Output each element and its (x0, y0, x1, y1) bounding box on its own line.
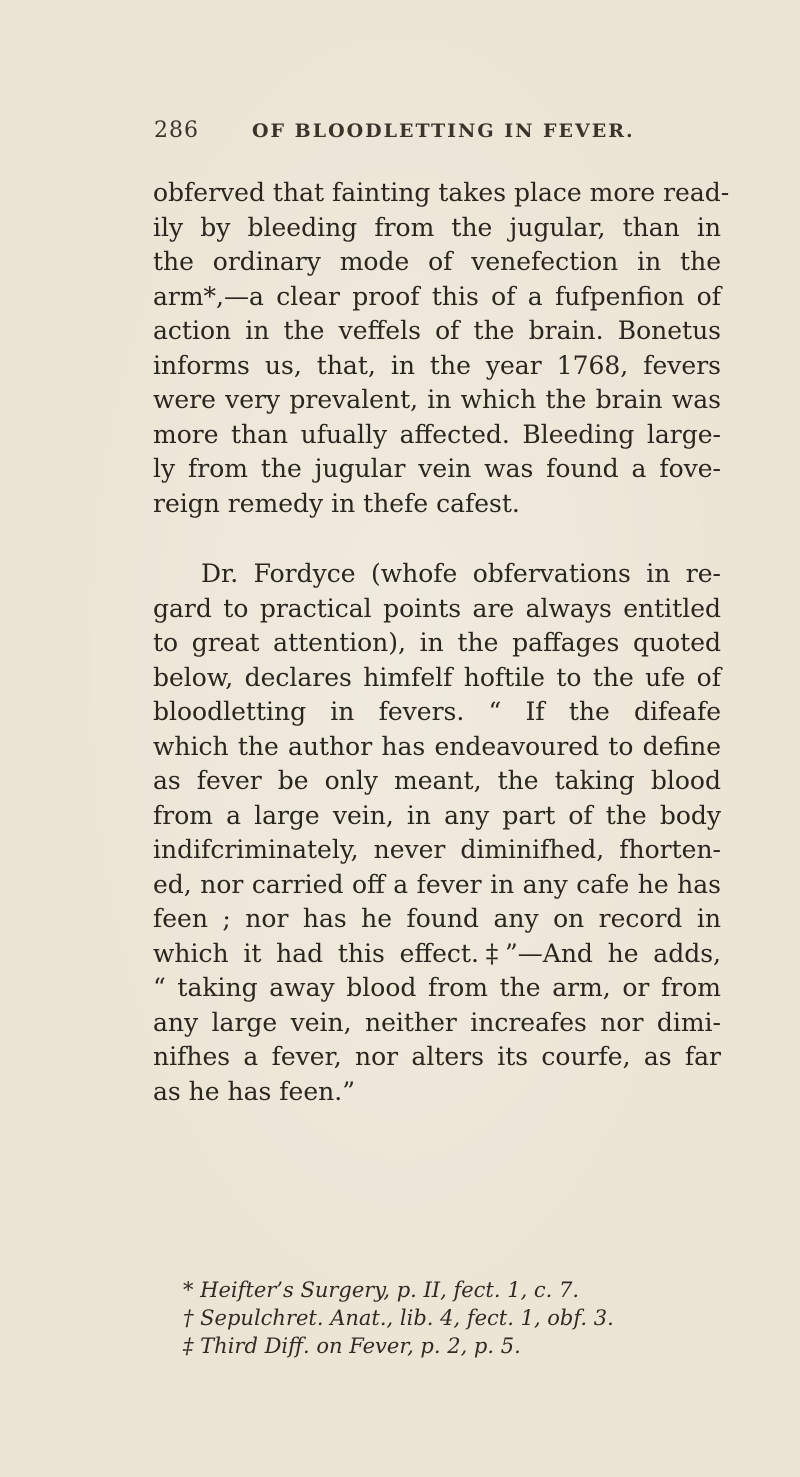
text-line: which the author has endeavoured to define (153, 731, 721, 761)
page-header (154, 118, 714, 158)
body-text (153, 176, 730, 1109)
text-line: below, declares himfelf hoftile to the ufe of (153, 662, 721, 692)
footnotes (183, 1276, 703, 1360)
text-line: more than ufually affected. Bleeding large- (153, 419, 721, 449)
text-line: Dr. Fordyce (whofe obfervations in re- (201, 559, 721, 588)
paragraph-2 (153, 557, 721, 1109)
paragraph-1 (153, 176, 730, 521)
footnote: † Sepulchret. Anat., lib. 4, fect. 1, obf. 3. (183, 1306, 614, 1330)
page-number: 286 (154, 118, 199, 143)
text-line: from a large vein, in any part of the body (153, 800, 721, 830)
text-line: ly from the jugular vein was found a fove- (153, 454, 721, 483)
text-line: indifcriminately, never diminifhed, fhorten- (153, 835, 721, 864)
text-line: which it had this effect.‡”—And he adds, (153, 938, 721, 968)
text-line: arm*,—a clear proof this of a fufpenfion of (153, 281, 721, 311)
text-line: feen ; nor has he found any on record in (153, 904, 721, 933)
text-line: reign remedy in thefe cafest. (153, 488, 520, 518)
footnote: ‡ Third Diff. on Fever, p. 2, p. 5. (183, 1334, 521, 1358)
text-line: as he has feen.” (153, 1076, 355, 1106)
running-head: OF BLOODLETTING IN FEVER. (252, 120, 635, 142)
text-line: nifhes a fever, nor alters its courfe, as far (153, 1042, 721, 1071)
text-line: ily by bleeding from the jugular, than in (153, 212, 721, 242)
text-line: “ taking away blood from the arm, or from (153, 973, 721, 1002)
text-line: the ordinary mode of venefection in the (153, 247, 721, 276)
text-line: action in the veffels of the brain. Bonetus (153, 316, 721, 345)
footnote: * Heifter’s Surgery, p. II, fect. 1, c. 7. (183, 1278, 580, 1302)
text-line: as fever be only meant, the taking blood (153, 766, 721, 795)
text-line: gard to practical points are always entitled (153, 593, 721, 623)
text-line: ed, nor carried off a fever in any cafe he has (153, 869, 721, 899)
text-line: obferved that fainting takes place more read- (153, 178, 730, 207)
text-line: bloodletting in fevers. “ If the difeafe (153, 697, 721, 726)
text-line: to great attention), in the paffages quoted (153, 628, 721, 657)
text-line: any large vein, neither increafes nor dimi- (153, 1007, 721, 1037)
text-line: were very prevalent, in which the brain was (153, 385, 721, 414)
text-line: informs us, that, in the year 1768, fevers (153, 350, 721, 380)
